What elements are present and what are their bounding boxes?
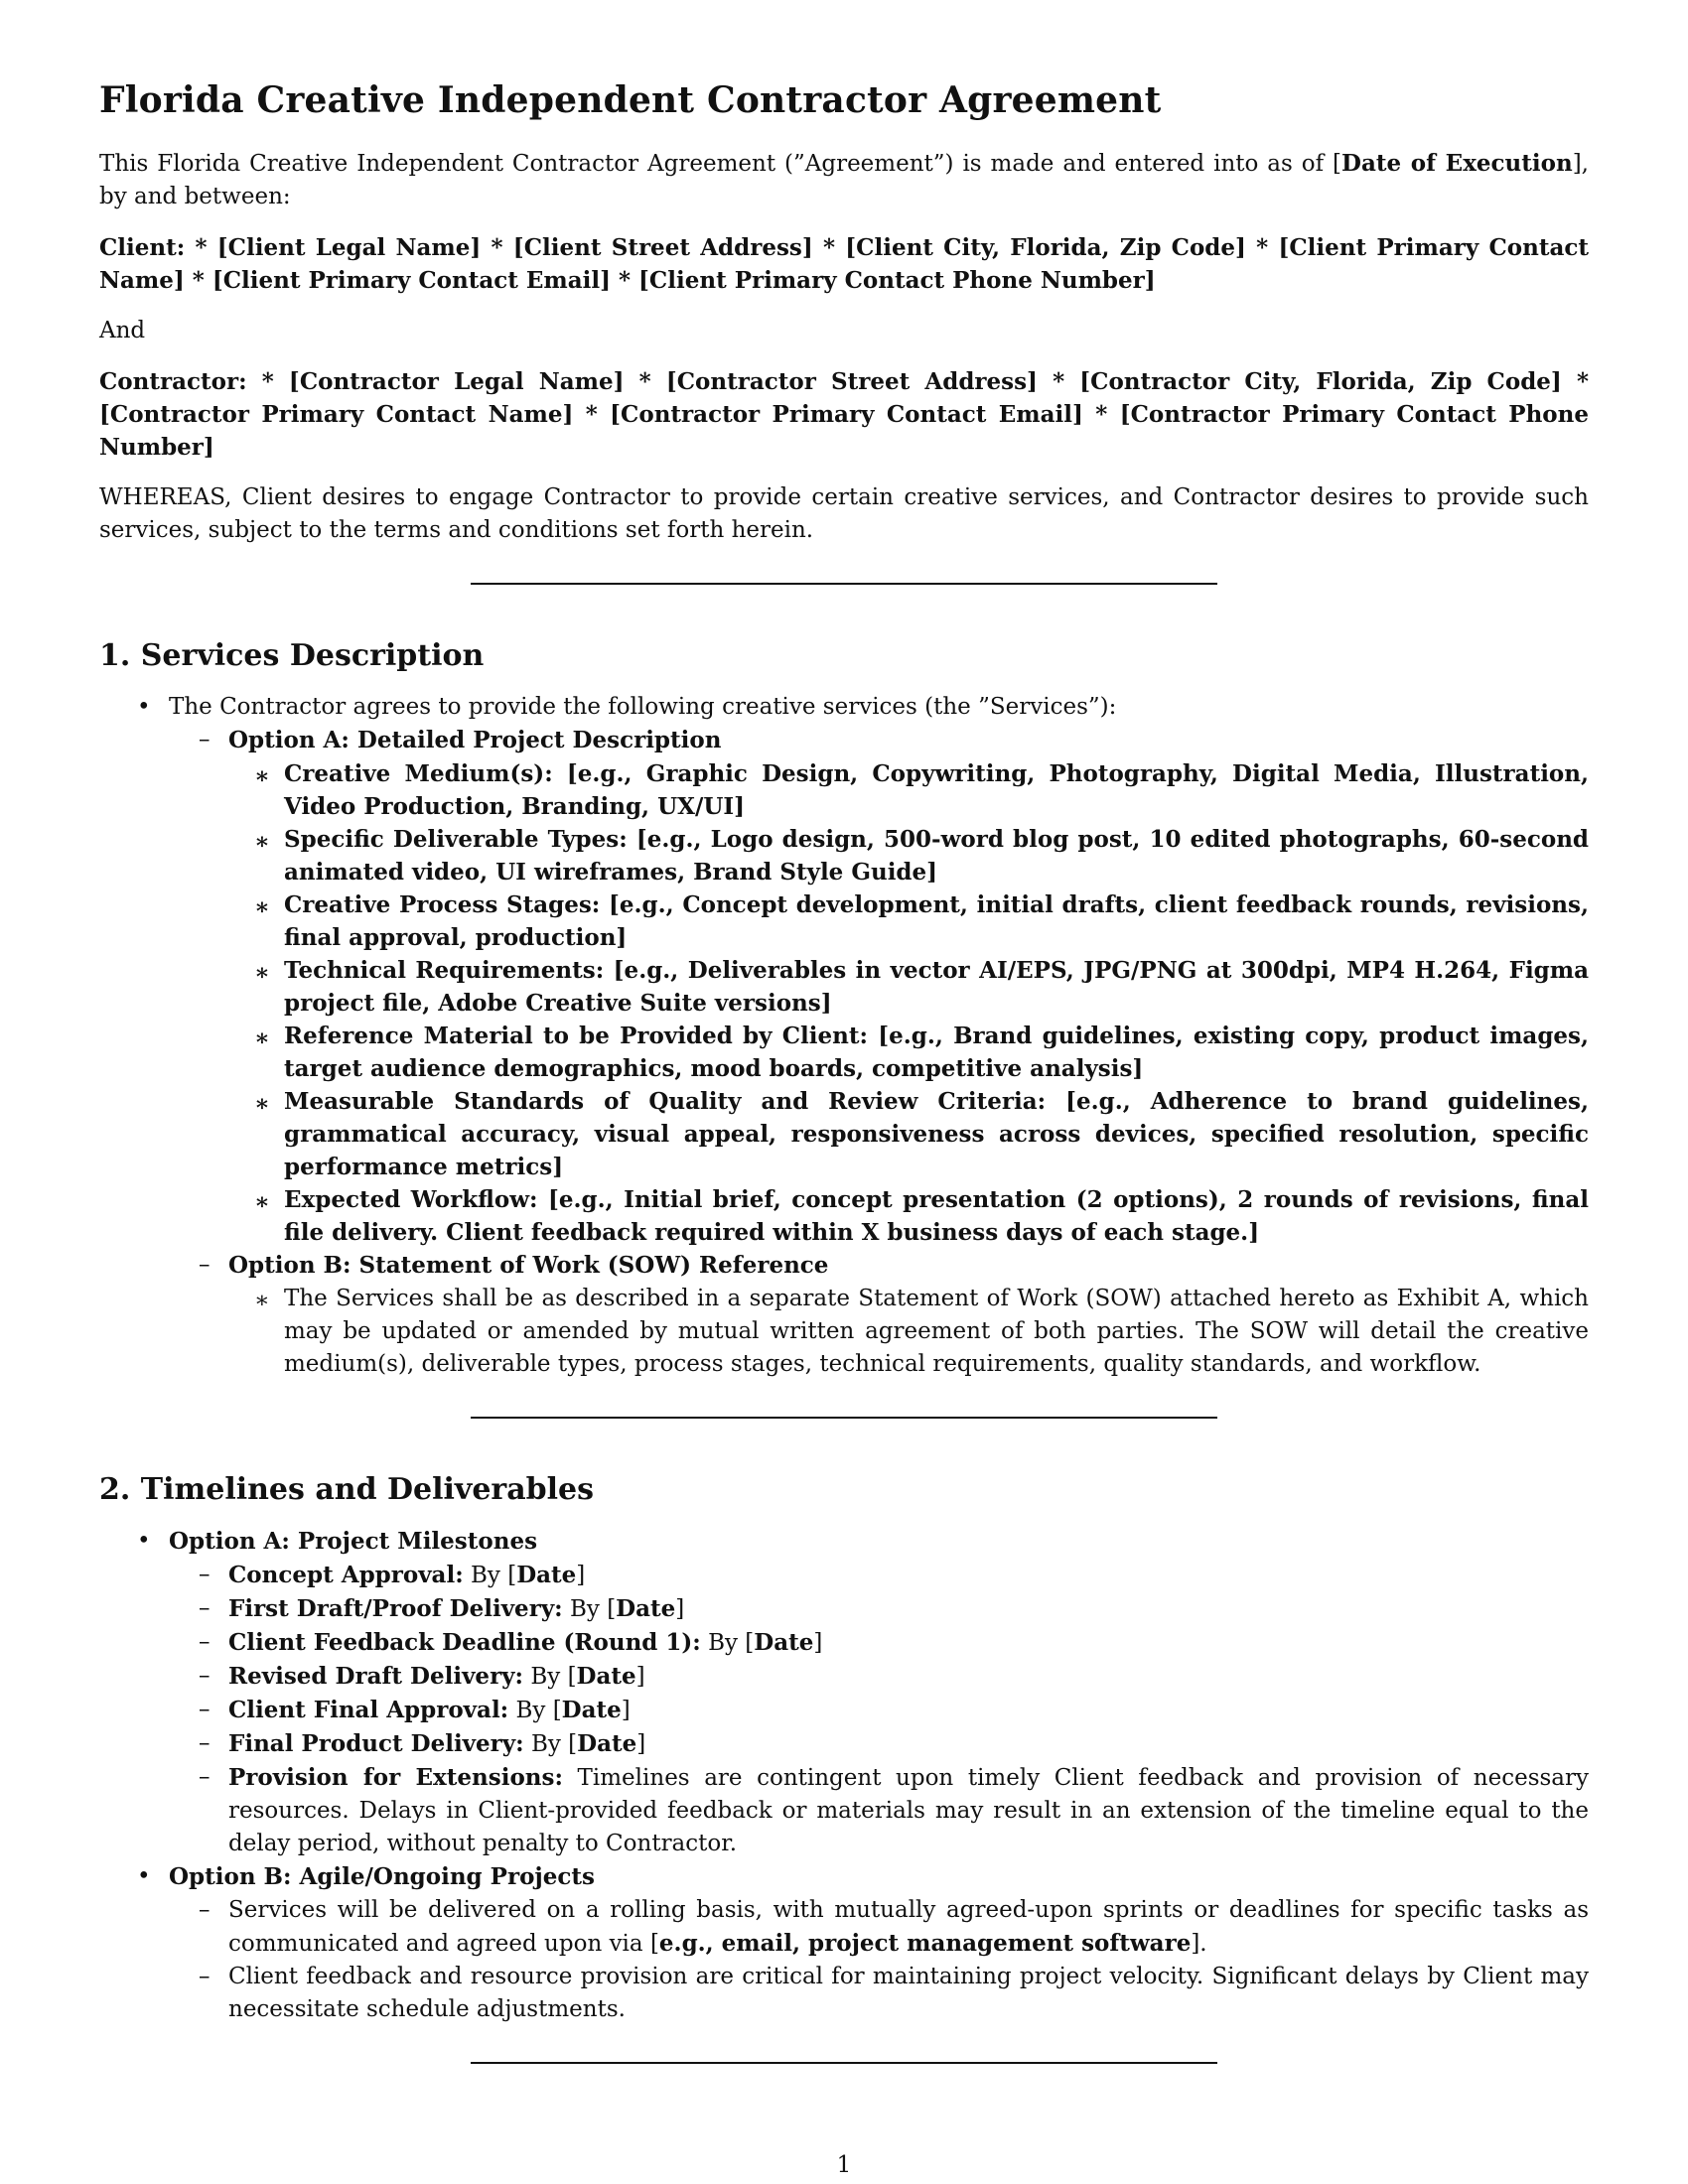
client-block xyxy=(99,231,1589,297)
milestone-item: – Revised Draft Delivery: By [Date] xyxy=(169,1660,1589,1694)
date-of-execution: Date of Execution xyxy=(1341,150,1573,177)
asterisk-icon: ∗ xyxy=(254,1024,270,1051)
extension-item: – Provision for Extensions: Timelines are contingent upon timely Client feedback and provision of necessary resources. Delays in Client-provided feedback or materials may result in an extension of the timeline equal to the delay period, without penalty to Contractor. xyxy=(169,1761,1589,1860)
document-title: Florida Creative Independent Contractor Agreement xyxy=(99,79,1162,121)
asterisk-icon: ∗ xyxy=(254,1288,270,1313)
milestone-item: – First Draft/Proof Delivery: By [Date] xyxy=(169,1592,1589,1626)
section-1-heading: 1. Services Description xyxy=(99,638,485,673)
list-item: – Services will be delivered on a rolling basis, with mutually agreed-upon sprints or deadlines for specific tasks as communicated and agreed upon via [e.g., email, project management software]. xyxy=(169,1894,1589,1961)
dash-icon: – xyxy=(199,1697,211,1722)
list-item: ∗ Specific Deliverable Types: [e.g., Logo design, 500-word blog post, 10 edited photographs, 60-second animated video, UI wireframes, Brand Style Guide] xyxy=(254,826,1589,886)
dash-icon: – xyxy=(199,1562,211,1587)
page-number: 1 xyxy=(836,2152,852,2178)
dash-icon: – xyxy=(199,1964,211,1989)
list-item: ∗ Measurable Standards of Quality and Review Criteria: [e.g., Adherence to brand guidelines, grammatical accuracy, visual appeal, responsiveness across devices, specified resolution, specific performance metrics] xyxy=(254,1088,1589,1180)
asterisk-icon: ∗ xyxy=(254,1188,270,1215)
and-label: And xyxy=(99,318,146,343)
list-item: • The Contractor agrees to provide the following creative services (the ”Services”): – Option A: Detailed Project Description ∗ Creative Medium(s): [e.g., Graphic Design, Copywriting, Photography, Digital Media, Illustration, Video Production, Branding, UX/UI] ∗ Specific Deliverable Types: [e.g., Logo design, 500-word blog post, 10 edited photographs, 60-second animated video, UI wireframes, Brand Style Guide] ∗ Creative Process Stages: [e.g., Concept development, initial drafts, client feedback rounds, revisions, final approval, production] ∗ Technical Requirements: [e.g., Deliverables in vector AI/EPS, JPG/PNG at 300dpi, MP4 H.264, Figma project file, Adobe Creative Suite versions] ∗ Reference Material to be Provided by Client: [e.g., Brand guidelines, existing copy, product images, target audience demographics, mood boards, competitive analysis] ∗ Measurable Standards of Quality and Review Criteria: [e.g., Adherence to brand guidelines, grammatical accuracy, visual appeal, responsiveness across devices, specified resolution, specific performance metrics] ∗ Expected Workflow: [e.g., Initial brief, concept presentation (2 options), 2 rounds of revisions, final file delivery. Client feedback required within X business days of each stage.] – Option B: Statement of Work (SOW) Reference ∗ The Services shall be as described in a separate Statement of Work (SOW) attached hereto as Exhibit A, which may be updated or amended by mutual written agreement of both parties. The SOW will detail the creative medium(s), deliverable types, process stages, technical requirements, quality standards, and workflow. xyxy=(99,691,1589,1381)
milestone-list xyxy=(179,1559,1589,1860)
option-a-item: – Option A: Detailed Project Description ∗ Creative Medium(s): [e.g., Graphic Design, Copywriting, Photography, Digital Media, Illustration, Video Production, Branding, UX/UI] ∗ Specific Deliverable Types: [e.g., Logo design, 500-word blog post, 10 edited photographs, 60-second animated video, UI wireframes, Brand Style Guide] ∗ Creative Process Stages: [e.g., Concept development, initial drafts, client feedback rounds, revisions, final approval, production] ∗ Technical Requirements: [e.g., Deliverables in vector AI/EPS, JPG/PNG at 300dpi, MP4 H.264, Figma project file, Adobe Creative Suite versions] ∗ Reference Material to be Provided by Client: [e.g., Brand guidelines, existing copy, product images, target audience demographics, mood boards, competitive analysis] ∗ Measurable Standards of Quality and Review Criteria: [e.g., Adherence to brand guidelines, grammatical accuracy, visual appeal, responsiveness across devices, specified resolution, specific performance metrics] ∗ Expected Workflow: [e.g., Initial brief, concept presentation (2 options), 2 rounds of revisions, final file delivery. Client feedback required within X business days of each stage.] xyxy=(169,724,1589,1249)
asterisk-icon: ∗ xyxy=(254,959,270,986)
list-item: ∗ Creative Process Stages: [e.g., Concept development, initial drafts, client feedback rounds, revisions, final approval, production] xyxy=(254,891,1589,951)
dash-icon: – xyxy=(199,1595,211,1621)
dash-icon: – xyxy=(199,727,211,752)
option-a-details xyxy=(228,757,1589,1249)
dash-icon: – xyxy=(199,1663,211,1689)
dash-icon: – xyxy=(199,1730,211,1756)
client-details: * [Client Legal Name] * [Client Street Address] * [Client City, Florida, Zip Code] * [Client Primary Contact Name] * [Client Primary Contact Email] * [Client Primary Contact Phone Number] xyxy=(99,234,1589,294)
milestone-item: – Final Product Delivery: By [Date] xyxy=(169,1727,1589,1761)
list-item: ∗ Reference Material to be Provided by Client: [e.g., Brand guidelines, existing copy, product images, target audience demographics, mood boards, competitive analysis] xyxy=(254,1023,1589,1082)
contractor-details: * [Contractor Legal Name] * [Contractor Street Address] * [Contractor City, Florida, Zip Code] * [Contractor Primary Contact Name] * [Contractor Primary Contact Email] * [Contractor Primary Contact Phone Number] xyxy=(99,368,1589,461)
section-2-heading: 2. Timelines and Deliverables xyxy=(99,1472,595,1507)
asterisk-icon: ∗ xyxy=(254,1090,270,1117)
section-divider xyxy=(471,583,1217,585)
section-1-list xyxy=(99,691,1589,1381)
dash-icon: – xyxy=(199,1629,211,1655)
document-page xyxy=(99,79,1589,2117)
intro-paragraph: This Florida Creative Independent Contractor Agreement (”Agreement”) is made and entered into as of [Date of Execution], by and between: xyxy=(99,150,1589,209)
client-label: Client: xyxy=(99,234,186,261)
dash-icon: – xyxy=(199,1764,211,1790)
list-item: ∗ Technical Requirements: [e.g., Deliverables in vector AI/EPS, JPG/PNG at 300dpi, MP4 H.264, Figma project file, Adobe Creative Suite versions] xyxy=(254,957,1590,1017)
contractor-label: Contractor: xyxy=(99,368,247,395)
asterisk-icon: ∗ xyxy=(254,762,270,789)
list-item: ∗ The Services shall be as described in a separate Statement of Work (SOW) attached hereto as Exhibit A, which may be updated or amended by mutual written agreement of both parties. The SOW will detail the creative medium(s), deliverable types, process stages, technical requirements, quality standards, and workflow. xyxy=(254,1286,1589,1377)
list-item: – Client feedback and resource provision are critical for maintaining project velocity. Significant delays by Client may necessitate schedule adjustments. xyxy=(169,1961,1589,2026)
whereas-paragraph: WHEREAS, Client desires to engage Contractor to provide certain creative services, and Contractor desires to provide such services, subject to the terms and conditions set forth herein. xyxy=(99,484,1589,543)
list-item: ∗ Creative Medium(s): [e.g., Graphic Design, Copywriting, Photography, Digital Media, Illustration, Video Production, Branding, UX/UI] xyxy=(254,760,1589,820)
list-item: ∗ Expected Workflow: [e.g., Initial brief, concept presentation (2 options), 2 rounds of revisions, final file delivery. Client feedback required within X business days of each stage.] xyxy=(254,1186,1589,1246)
section-divider xyxy=(471,1417,1217,1419)
asterisk-icon: ∗ xyxy=(254,893,270,920)
bullet-icon: • xyxy=(137,694,151,720)
bullet-icon: • xyxy=(137,1863,151,1889)
milestone-item: – Client Final Approval: By [Date] xyxy=(169,1694,1589,1727)
contractor-block xyxy=(99,365,1589,464)
list-item: • Option B: Agile/Ongoing Projects – Services will be delivered on a rolling basis, with mutually agreed-upon sprints or deadlines for specific tasks as communicated and agreed upon via [e.g., email, project management software]. – Client feedback and resource provision are critical for maintaining project velocity. Significant delays by Client may necessitate schedule adjustments. xyxy=(99,1860,1589,2026)
list-item: • Option A: Project Milestones – Concept Approval: By [Date] – First Draft/Proof Delivery: By [Date] – Client Feedback Deadline (Round 1): By [Date] – Revised Draft Delivery: By [Date] – Client Final Approval: By [Date] – Final Product Delivery: By [Date] – Provision for Extensions: Timelines are contingent upon timely Client feedback and provision of necessary resources. Delays in Client-provided feedback or materials may result in an extension of the timeline equal to the delay period, without penalty to Contractor. xyxy=(99,1525,1589,1860)
dash-icon: – xyxy=(199,1897,211,1923)
section-2-list xyxy=(99,1525,1589,2026)
option-b-item: – Option B: Statement of Work (SOW) Reference ∗ The Services shall be as described in a separate Statement of Work (SOW) attached hereto as Exhibit A, which may be updated or amended by mutual written agreement of both parties. The SOW will detail the creative medium(s), deliverable types, process stages, technical requirements, quality standards, and workflow. xyxy=(169,1249,1589,1381)
dash-icon: – xyxy=(199,1252,211,1278)
asterisk-icon: ∗ xyxy=(254,828,270,855)
section-divider xyxy=(471,2062,1217,2064)
milestone-item: – Concept Approval: By [Date] xyxy=(169,1559,1589,1592)
milestone-item: – Client Feedback Deadline (Round 1): By [Date] xyxy=(169,1626,1589,1660)
bullet-icon: • xyxy=(137,1528,151,1554)
